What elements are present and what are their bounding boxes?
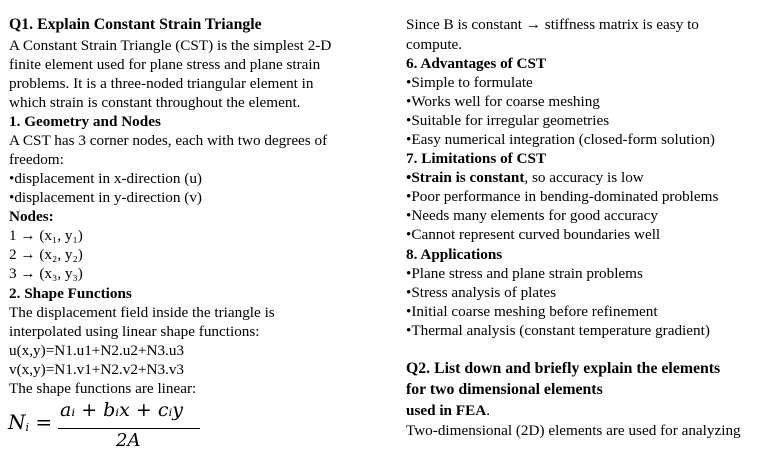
shape-text-2: interpolated using linear shape functions: xyxy=(9,323,260,340)
formula-lhs: Ni = xyxy=(8,410,53,434)
application-item: •Thermal analysis (constant temperature gradient) xyxy=(406,322,710,339)
intro-line-2: finite element used for plane stress and plane strain xyxy=(9,56,321,73)
applications-heading: 8. Applications xyxy=(406,246,503,263)
geometry-heading: 1. Geometry and Nodes xyxy=(9,113,161,130)
geometry-text-1: A CST has 3 corner nodes, each with two degrees of xyxy=(9,132,328,149)
node-2: 2 → (x₂, y₂) xyxy=(9,246,83,263)
application-item: •Stress analysis of plates xyxy=(406,284,556,301)
advantages-heading: 6. Advantages of CST xyxy=(406,55,547,72)
advantage-item: •Works well for coarse meshing xyxy=(406,93,600,110)
formula-numerator: aᵢ + bᵢx + cᵢy xyxy=(60,399,184,421)
application-item: •Initial coarse meshing before refinement xyxy=(406,303,658,320)
limitation-item: •Cannot represent curved boundaries well xyxy=(406,226,661,243)
q2-title-line-1: Q2. List down and briefly explain the elements xyxy=(406,360,721,377)
intro-line-3: problems. It is a three-noded triangular element in xyxy=(9,75,314,92)
u-equation: u(x,y)=N1.u1+N2.u2+N3.u3 xyxy=(9,342,185,359)
limitation-item: •Poor performance in bending-dominated problems xyxy=(406,188,719,205)
shape-heading: 2. Shape Functions xyxy=(9,285,132,302)
v-equation: v(x,y)=N1.v1+N2.v2+N3.v3 xyxy=(9,361,185,378)
q2-intro-text: Two-dimensional (2D) elements are used for analyzing xyxy=(406,422,741,439)
top-text-2: compute. xyxy=(406,36,463,53)
dof-item-u: •displacement in x-direction (u) xyxy=(9,170,202,187)
shape-text-1: The displacement field inside the triangle is xyxy=(9,304,275,321)
intro-line-4: which strain is constant throughout the element. xyxy=(9,94,301,111)
intro-line-1: A Constant Strain Triangle (CST) is the simplest 2-D xyxy=(9,37,332,54)
nodes-heading: Nodes: xyxy=(9,208,54,225)
limitations-heading: 7. Limitations of CST xyxy=(406,150,547,167)
formula-denominator: 2A xyxy=(116,430,141,451)
node-3: 3 → (x₃, y₃) xyxy=(9,265,83,282)
shape-text-3: The shape functions are linear: xyxy=(9,380,197,397)
advantage-item: •Easy numerical integration (closed-form solution) xyxy=(406,131,715,148)
geometry-text-2: freedom: xyxy=(9,151,64,168)
limitation-item: •Needs many elements for good accuracy xyxy=(406,207,659,224)
node-1: 1 → (x₁, y₁) xyxy=(9,227,83,244)
top-text-1: Since B is constant → stiffness matrix is easy to xyxy=(406,16,699,33)
q1-title: Q1. Explain Constant Strain Triangle xyxy=(9,16,262,33)
limitation-item: •Strain is constant, so accuracy is low xyxy=(406,169,644,186)
advantage-item: •Suitable for irregular geometries xyxy=(406,112,610,129)
q2-title-line-2: for two dimensional elements xyxy=(406,381,603,398)
dof-item-v: •displacement in y-direction (v) xyxy=(9,189,202,206)
q2-title-line-3: used in FEA. xyxy=(406,402,490,419)
application-item: •Plane stress and plane strain problems xyxy=(406,265,643,282)
advantage-item: •Simple to formulate xyxy=(406,74,533,91)
